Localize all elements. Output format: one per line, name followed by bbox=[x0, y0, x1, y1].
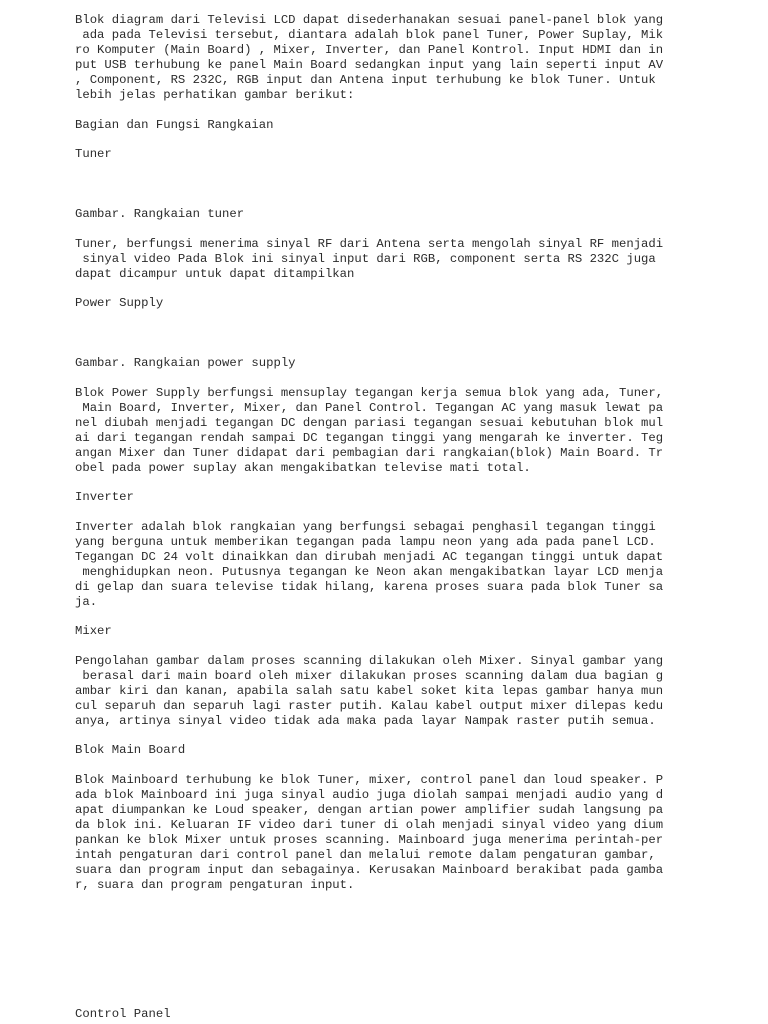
tuner-body-line: Tuner, berfungsi menerima sinyal RF dari Antena serta mengolah sinyal RF menjadi bbox=[75, 237, 664, 251]
main-board-body-line: apat diumpankan ke Loud speaker, dengan artian power amplifier sudah langsung pa bbox=[75, 803, 664, 817]
control-panel-heading: Control Panel bbox=[75, 1007, 171, 1021]
power-supply-figure-caption: Gambar. Rangkaian power supply bbox=[75, 356, 296, 370]
section-title: Bagian dan Fungsi Rangkaian bbox=[75, 118, 274, 132]
main-board-body-line: suara dan program input dan sebagainya. Kerusakan Mainboard berakibat pada gamba bbox=[75, 863, 664, 877]
main-board-body-line: da blok ini. Keluaran IF video dari tuner di olah menjadi sinyal video yang dium bbox=[75, 818, 664, 832]
intro-line: lebih jelas perhatikan gambar berikut: bbox=[75, 88, 355, 102]
inverter-body-line: ja. bbox=[75, 595, 98, 609]
inverter-body-line: Tegangan DC 24 volt dinaikkan dan dirubah menjadi AC tegangan tinggi untuk dapat bbox=[75, 550, 664, 564]
main-board-body-line: ada blok Mainboard ini juga sinyal audio juga diolah sampai menjadi audio yang d bbox=[75, 788, 664, 802]
mixer-body-line: cul separuh dan separuh lagi raster putih. Kalau kabel output mixer dilepas kedu bbox=[75, 699, 664, 713]
tuner-heading: Tuner bbox=[75, 147, 112, 161]
main-board-heading: Blok Main Board bbox=[75, 743, 186, 757]
inverter-body-line: Inverter adalah blok rangkaian yang berfungsi sebagai penghasil tegangan tinggi bbox=[75, 520, 656, 534]
mixer-heading: Mixer bbox=[75, 624, 112, 638]
tuner-body-line: sinyal video Pada Blok ini sinyal input dari RGB, component serta RS 232C juga bbox=[75, 252, 656, 266]
inverter-body-line: di gelap dan suara televise tidak hilang, karena proses suara pada blok Tuner sa bbox=[75, 580, 664, 594]
inverter-body-line: yang berguna untuk memberikan tegangan pada lampu neon yang ada pada panel LCD. bbox=[75, 535, 656, 549]
power-supply-body-line: obel pada power suplay akan mengakibatkan televise mati total. bbox=[75, 461, 531, 475]
mixer-body-line: ambar kiri dan kanan, apabila salah satu kabel soket kita lepas gambar hanya mun bbox=[75, 684, 664, 698]
mixer-body-line: anya, artinya sinyal video tidak ada maka pada layar Nampak raster putih semua. bbox=[75, 714, 656, 728]
power-supply-body-line: nel diubah menjadi tegangan DC dengan pariasi tegangan sesuai kebutuhan blok mul bbox=[75, 416, 664, 430]
mixer-body-line: Pengolahan gambar dalam proses scanning dilakukan oleh Mixer. Sinyal gambar yang bbox=[75, 654, 664, 668]
inverter-body-line: menghidupkan neon. Putusnya tegangan ke Neon akan mengakibatkan layar LCD menja bbox=[75, 565, 664, 579]
mixer-body-line: berasal dari main board oleh mixer dilakukan proses scanning dalam dua bagian g bbox=[75, 669, 664, 683]
intro-line: Blok diagram dari Televisi LCD dapat disederhanakan sesuai panel-panel blok yang bbox=[75, 13, 664, 27]
tuner-body-line: dapat dicampur untuk dapat ditampilkan bbox=[75, 267, 355, 281]
intro-line: ro Komputer (Main Board) , Mixer, Inverter, dan Panel Kontrol. Input HDMI dan in bbox=[75, 43, 664, 57]
tuner-figure-caption: Gambar. Rangkaian tuner bbox=[75, 207, 245, 221]
power-supply-heading: Power Supply bbox=[75, 296, 164, 310]
intro-line: ada pada Televisi tersebut, diantara adalah blok panel Tuner, Power Suplay, Mik bbox=[75, 28, 664, 42]
inverter-heading: Inverter bbox=[75, 490, 134, 504]
main-board-body-line: intah pengaturan dari control panel dan melalui remote dalam pengaturan gambar, bbox=[75, 848, 656, 862]
main-board-body-line: Blok Mainboard terhubung ke blok Tuner, mixer, control panel dan loud speaker. P bbox=[75, 773, 664, 787]
power-supply-body-line: angan Mixer dan Tuner didapat dari pembagian dari rangkaian(blok) Main Board. Tr bbox=[75, 446, 664, 460]
main-board-body-line: pankan ke blok Mixer untuk proses scanning. Mainboard juga menerima perintah-per bbox=[75, 833, 664, 847]
main-board-body-line: r, suara dan program pengaturan input. bbox=[75, 878, 355, 892]
power-supply-body-line: Blok Power Supply berfungsi mensuplay tegangan kerja semua blok yang ada, Tuner, bbox=[75, 386, 664, 400]
intro-line: , Component, RS 232C, RGB input dan Antena input terhubung ke blok Tuner. Untuk bbox=[75, 73, 656, 87]
power-supply-body-line: ai dari tegangan rendah sampai DC tegangan tinggi yang mengarah ke inverter. Teg bbox=[75, 431, 664, 445]
intro-line: put USB terhubung ke panel Main Board sedangkan input yang lain seperti input AV bbox=[75, 58, 664, 72]
power-supply-body-line: Main Board, Inverter, Mixer, dan Panel Control. Tegangan AC yang masuk lewat pa bbox=[75, 401, 664, 415]
